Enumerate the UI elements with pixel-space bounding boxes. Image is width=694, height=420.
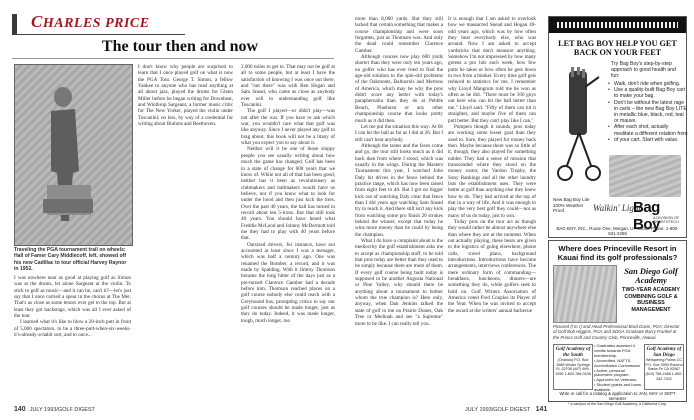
ad-address: BAG BOY, INC., Route One, Morgan, UT 84050 Phone: 1-800-531-2268 [556, 226, 679, 236]
golf-pros-photo [553, 265, 617, 323]
feature-item: • Accredited, NATTS, Accreditation Commission [594, 359, 641, 369]
paragraph: I was nowhere near as good at playing golf as Simon was at the drums, let alone Sargeant at the violin. To stick to golf as music—and it can be, can't it?—let's just say that I once carried a spear in the chorus at The Met. That's as close as some tenors ever get to the top. But at least they got backstage, which was all I ever asked of the tour. [14, 275, 131, 320]
paragraph: Outsized drivers, for instance, have not accounted at least since I was a teenager, which was half a century ago. One was renamed the Bomber, a record, and it was made by Spalding. With it Jimmy Thomson became the long hitter of the days just as a pre-turned Clarence Gamber had a decade before him. Thomson reached places on a golf course nobody else could reach with a Greyhound bus, prompting critics to say our golf courses should be made longer, just as they do today. Indeed, it was made longer, tough, much longer, too [241, 241, 335, 324]
academy-south-address: (Orlando) P.O. Box 3689 Winter Springs FL 32708 (407) 699-1990 1-800-786-0108 [555, 358, 591, 376]
vintage-photo [14, 64, 133, 246]
person-figure-icon [43, 81, 93, 231]
golf-cart-icon [555, 67, 603, 181]
ad-banner-strip [549, 17, 686, 33]
divider [12, 58, 334, 59]
paragraph: It is enough that I am asked to overlook how we massacred Snead and Hogan 40-odd years ago, which was by how often they beat everybody else, who was around. Now I am asked to accept yardsticks that don't measure anything. Somehow I'm not impressed by how many greens a pro hits each week, how few putts he takes or how often he gets down in two from a bunker. Every time golf gets reduced to statistics for me, I remember why Lloyd Mangrum told me he won as often as he did. "There must be 100 guys out here who can hit the ball better than me," Lloyd said. "Fifty of them can hit it straighter, and maybe five of them can putt better. But they can't play like I can." [448, 16, 536, 124]
academy-sandiego-address: Whispering Palms CC P.O. Box 3050 Rancho Santa Fe CA 92067 (619) 756-2486 1-800-342-7342 [645, 358, 683, 381]
academy-sandiego-box [644, 344, 684, 390]
academy-sandiego-name: Golf Academy of San Diego [646, 347, 682, 358]
left-footer [14, 406, 95, 413]
ad-footer-line [553, 391, 682, 407]
academy-logo: San Diego Golf Academy [624, 267, 678, 285]
catalog-note: Write or call for a catalog & application to JAN, MAY or SEPT semester [559, 391, 676, 401]
page-number: 141 [535, 406, 548, 413]
ad-headline: Where does Princeville Resort in Kauai find its golf professionals? [557, 244, 678, 262]
walkin-light-logo: Walkin' Light [593, 203, 641, 213]
article-column-2 [138, 64, 233, 404]
bagboy-logo: Bag Boy [633, 199, 660, 233]
paragraph: 2,000 miles to get to. That may not be golf at all to some people, but at least I have the satisfaction of knowing I was once out there, and "out there" was with Ben Hogan and Sam Snead, who came as close as anybody ever will to understanding golf like Toscanini. [241, 64, 335, 109]
paragraph: Although courses now play 600 yards shorter than they were only ten years ago, no golfer who has ever tried to find the age-old solution to the spin-old problems of the Oakmonts, Baltusrols and Mertons of America, which may be why the pros didn't score any better with today's paraphernalia than they do at Pebble Beach, Pinehurst or any other championship course that looks pretty much as it did then. [355, 54, 443, 124]
ad-bullet: • After each shot, actually meditate a different rotation from [614, 124, 688, 136]
paragraph: Although the tastes and the faces come and go, the tour still looks much as it did back then from where I stood, which was usually in the wings. During the Masters Tournament this year, I watched John Daly hit drives in the fence behind the practice range, which has now been raised from eight feet to 40. But I got no bigger kick out of watching Daly clear that fence than I did years ago watching Sam Snead try to reach it. And there still isn't any kick from watching some pro finish 20 strokes behind the winner, except that today he wins more money than he could by being the champion. [355, 142, 443, 238]
ad-bullet: • Don't be without the latest rage in carts – the new Bag Boy LITE in metallic blue, black, red, teal or mauve. [614, 100, 688, 125]
article-column-5 [448, 16, 536, 404]
feature-item: • Active, personal placement program. [594, 369, 641, 379]
academy-south-box [553, 344, 593, 390]
program-description: TWO-YEAR ACADEMY COMBINING GOLF & BUSINESS MANAGEMENT [622, 287, 680, 313]
article-column-4 [355, 16, 443, 404]
campus-note: * a campus of the San Diego Golf Academy, a California Corp. [568, 402, 667, 406]
article-column-1 [14, 275, 131, 403]
paragraph: The golf I played—or didn't play—was not after the war. If you have to ask which war, you wouldn't care what that golf was like anyway. Since I never played any golf to brag about, this book will not be a litany of what you expect you to say about it. [241, 108, 335, 147]
ad-bullet-tail: • of your cart. Start with value. [614, 137, 688, 143]
paragraph: What I do have a complaint about is the mediocrity the golf establishment asks me to accept as championship stuff, to be told that pros today are better than they used to be simply because there are more of them. If every golf course being built today is supposed to be another Augusta National or Pine Valley, why should there be anything about a tournament to bother whom the true champion is? Here only, anyway, when Dan Jenkins talked the state of golf to me on Prairie Dunes, Oak Tree or Medinah and see "a Supreme" more to be like. I can really tell you. [355, 238, 443, 327]
golfers-photo [609, 155, 681, 197]
photo-caption: Traveling the PGA tournament trail on wheels: Hall of Famer Cary Middlecoff, left, showed off his new Cadillac to tour official Harvey Raynor in 1952. [14, 247, 127, 272]
paragraph: I learned what it's like to blow a 20-inch putt in front of 5,000 spectators, to be a three-putt-when-six-weeks-it's-already-a-habit sort, and to once... [14, 319, 131, 339]
publication-line: JULY 1993/GOLF DIGEST [465, 407, 531, 413]
academy-features [594, 343, 641, 393]
article-column-3 [241, 64, 335, 404]
right-footer [465, 406, 551, 413]
article-headline: The tour then and now [101, 38, 259, 55]
paragraph: Today pros on the tour act as though they would rather be almost anywhere else than where they are at the moment. When out actually playing, these bears are given to the logistics of going elsewhere, phone calls, travel plans, background introductions. Introductions have become arrangements, interviews conferences. The mere ordinary form of commanding—breakfasts, luncheons, dinners—are something they do, while golfers seek to hold on. Golf Writers Association of America voted Fred Couples its Player of the Year. When he was invited to accept the award at the writers' annual barbecue [448, 219, 536, 314]
feature-item: • Graduates awarded 4 credits towards PGA membership. [594, 344, 641, 359]
company-tag: A DIVISION OF SPORTSTECH [653, 216, 680, 224]
feature-item: • Student grants and loans available. [594, 383, 641, 393]
ad-side-note: New Bag Boy Lite 100% Weather Proof. [553, 197, 590, 213]
golf-academy-ad [548, 240, 687, 406]
paragraph: Pumpers though it sounds, pros today are working some lesser goal than they used to. Sure, they played for money back then. Maybe because there was so little of it, though, they also played for something nobler. They had a sense of mission that transcended where they stood on the money roster, the Vardon Trophy, the Sony Rankings and all the other laundry lists the establishment uses. They were better at golf than anything else they knew how to do. They had arrived at the top of that in a way of life. And it was enough to play the very best golf they could—not as many of us do today, just to win. [448, 123, 536, 219]
paragraph: Neither will it be one of those sloppy people you see usually writing about how much the game has changed. Golf has been in a state of change for 600 years that we know of. While not all of that has been good, neither has it been as revolutionary as clubmakers and ballmakers would have us believe, nor if you know what to look for under the hood and then just kick the tires. Over the past 40 years, the ball has turned in record about ten 5-irons. But that still took 40 years. You should have heard what Freddie McLeod and Johnny McDermott told me they had to play with 40 years before that. [241, 146, 335, 242]
ad-headline: LET BAG BOY HELP YOU GET BACK ON YOUR FEET [558, 39, 677, 57]
paragraph: more than 8,000 yards. But they still lacked that certain something that makes a course championship and were soon forgotten, just as Thomson was. And only the dead could remember Clarence Gamber. [355, 16, 443, 54]
photo-caption: Pictured (l to r) and Head Professional Brad Davis, PGA; Director of Golf Bob Higgins, PGA and SDGA Graduate Barry Frankel at the Prince Golf and Country Club, Princeville, Hawaii. [553, 324, 680, 340]
ad-bullet: • Use a quality-built Bag Boy cart to make your bag. [614, 87, 688, 99]
academy-south-name: Golf Academy of the South [555, 347, 591, 358]
paragraph: I don't know why people are surprised to learn that I once played golf on what is now the PGA Tour. George T. Simon, a fellow Yankee to anyone who has read anything at all about jazz, played the drums for Glenn Miller before he began writing for Downbeat, and Winthrop Sargeant, a former music critic for The New Yorker, played the violin under Toscanini; no less, by way of a credential for writing about Brahms and Beethoven. [138, 64, 233, 128]
ad-bullets [607, 81, 688, 143]
feature-item: • Approved for Veterans. [594, 378, 641, 383]
column-title: CHARLES PRICE [31, 12, 150, 31]
ad-bullet: • Walk, don't ride when golfing. [614, 81, 688, 87]
page-number: 140 [14, 406, 26, 413]
bagboy-ad [548, 16, 687, 238]
ad-lead: Try Bag Boy's step-by-step approach to good health and fun: [611, 61, 676, 80]
publication-line: JULY 1993/GOLF DIGEST [29, 407, 95, 413]
column-header [12, 14, 185, 35]
right-page [347, 0, 694, 420]
paragraph: Let me put the situation this way: At 66 I can hit the ball as far as I did at 26. But I still can't hear anybody. [355, 123, 443, 143]
